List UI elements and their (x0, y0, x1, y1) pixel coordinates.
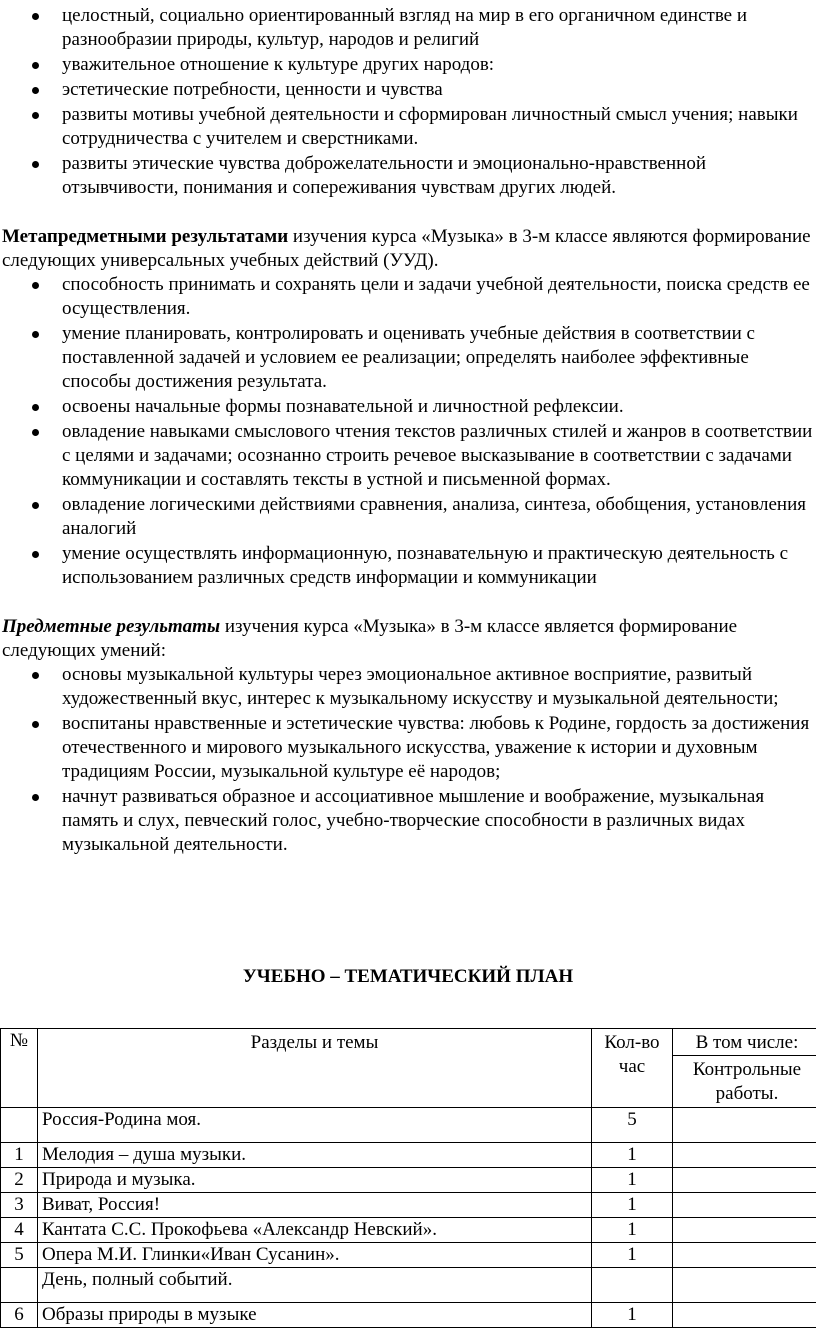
plan-title: УЧЕБНО – ТЕМАТИЧЕСКИЙ ПЛАН (242, 966, 574, 987)
meta-results-heading: Метапредметными результатами (2, 226, 289, 247)
table-row (1, 1193, 816, 1218)
list-item: уважительное отношение к культуре других народов: (0, 53, 816, 77)
row-number: 1 (1, 1143, 38, 1168)
row-topic: Виват, Россия! (38, 1193, 592, 1218)
list-item: умение осуществлять информационную, познавательную и практическую деятельность с использованием различных средств информации и коммуникации (0, 542, 816, 590)
row-number: 2 (1, 1168, 38, 1193)
list-item: воспитаны нравственные и эстетические чувства: любовь к Родине, гордость за достижения отечественного и мирового музыкального искусства, уважение к истории и духовным традициям России, музыкальной культуре её народов; (0, 712, 816, 784)
row-hours: 1 (592, 1218, 673, 1243)
personal-results-list (0, 4, 816, 200)
section-title: День, полный событий (42, 1269, 228, 1290)
section-title: Россия-Родина моя. (38, 1108, 592, 1143)
header-topics: Разделы и темы (38, 1029, 592, 1108)
list-item: развиты этические чувства доброжелательности и эмоционально-нравственной отзывчивости, понимания и сопереживания чувствам других людей. (0, 152, 816, 200)
list-item: эстетические потребности, ценности и чувства (0, 78, 816, 102)
meta-results-list (0, 273, 816, 590)
row-number: 5 (1, 1243, 38, 1268)
row-topic: Мелодия – душа музыки. (38, 1143, 592, 1168)
table-section-row (1, 1268, 816, 1303)
meta-results-intro (0, 225, 816, 273)
list-item: развиты мотивы учебной деятельности и сформирован личностный смысл учения; навыки сотрудничества с учителем и сверстниками. (0, 103, 816, 151)
thematic-plan-table (0, 1028, 816, 1328)
row-number: 3 (1, 1193, 38, 1218)
row-hours: 1 (592, 1243, 673, 1268)
subject-results-text: изучения курса «Музыка» в 3-м классе является формирование следующих умений: (2, 616, 738, 661)
table-row (1, 1218, 816, 1243)
subject-results-list (0, 663, 816, 857)
list-item: начнут развиваться образное и ассоциативное мышление и воображение, музыкальная память и слух, певческий голос, учебно-творческие способности в различных видах музыкальной деятельности. (0, 785, 816, 857)
list-item: умение планировать, контролировать и оценивать учебные действия в соответствии с поставленной задачей и условием ее реализации; определять наиболее эффективные способы достижения результата. (0, 322, 816, 394)
list-item: овладение навыками смыслового чтения текстов различных стилей и жанров в соответствии с целями и задачами; осознанно строить речевое высказывание в соответствии с задачами коммуникации и составлять тексты в устной и письменной формах. (0, 420, 816, 492)
row-topic: Опера М.И. Глинки«Иван Сусанин». (38, 1243, 592, 1268)
list-item: способность принимать и сохранять цели и задачи учебной деятельности, поиска средств ее осуществления. (0, 273, 816, 321)
header-control-works: Контрольные работы. (673, 1056, 816, 1108)
row-hours: 1 (592, 1193, 673, 1218)
row-hours: 1 (592, 1168, 673, 1193)
row-number: 6 (1, 1303, 38, 1328)
row-hours: 1 (592, 1303, 673, 1328)
table-row (1, 1168, 816, 1193)
header-hours: Кол-во час (592, 1029, 673, 1108)
list-item: освоены начальные формы познавательной и личностной рефлексии. (0, 395, 816, 419)
meta-results-text: изучения курса «Музыка» в 3-м классе являются формирование следующих универсальных учебных действий (УУД). (2, 226, 811, 271)
table-row (1, 1143, 816, 1168)
row-topic: Кантата С.С. Прокофьева «Александр Невский». (38, 1218, 592, 1243)
table-row (1, 1303, 816, 1328)
table-section-row (1, 1108, 816, 1143)
list-item: целостный, социально ориентированный взгляд на мир в его органичном единстве и разнообразии природы, культур, народов и религий (0, 4, 816, 52)
row-topic: Природа и музыка. (38, 1168, 592, 1193)
subject-results-intro (0, 615, 816, 663)
row-number: 4 (1, 1218, 38, 1243)
subject-results-heading: Предметные результаты (2, 616, 221, 637)
section-title-tail: . (227, 1269, 233, 1290)
row-hours: 1 (592, 1143, 673, 1168)
table-row (1, 1243, 816, 1268)
row-topic: Образы природы в музыке (38, 1303, 592, 1328)
section-hours: 5 (592, 1108, 673, 1143)
header-number: № (1, 1029, 38, 1108)
list-item: овладение логическими действиями сравнения, анализа, синтеза, обобщения, установления аналогий (0, 493, 816, 541)
header-including: В том числе: (673, 1029, 816, 1056)
list-item: основы музыкальной культуры через эмоциональное активное восприятие, развитый художественный вкус, интерес к музыкальному искусству и музыкальной деятельности; (0, 663, 816, 711)
